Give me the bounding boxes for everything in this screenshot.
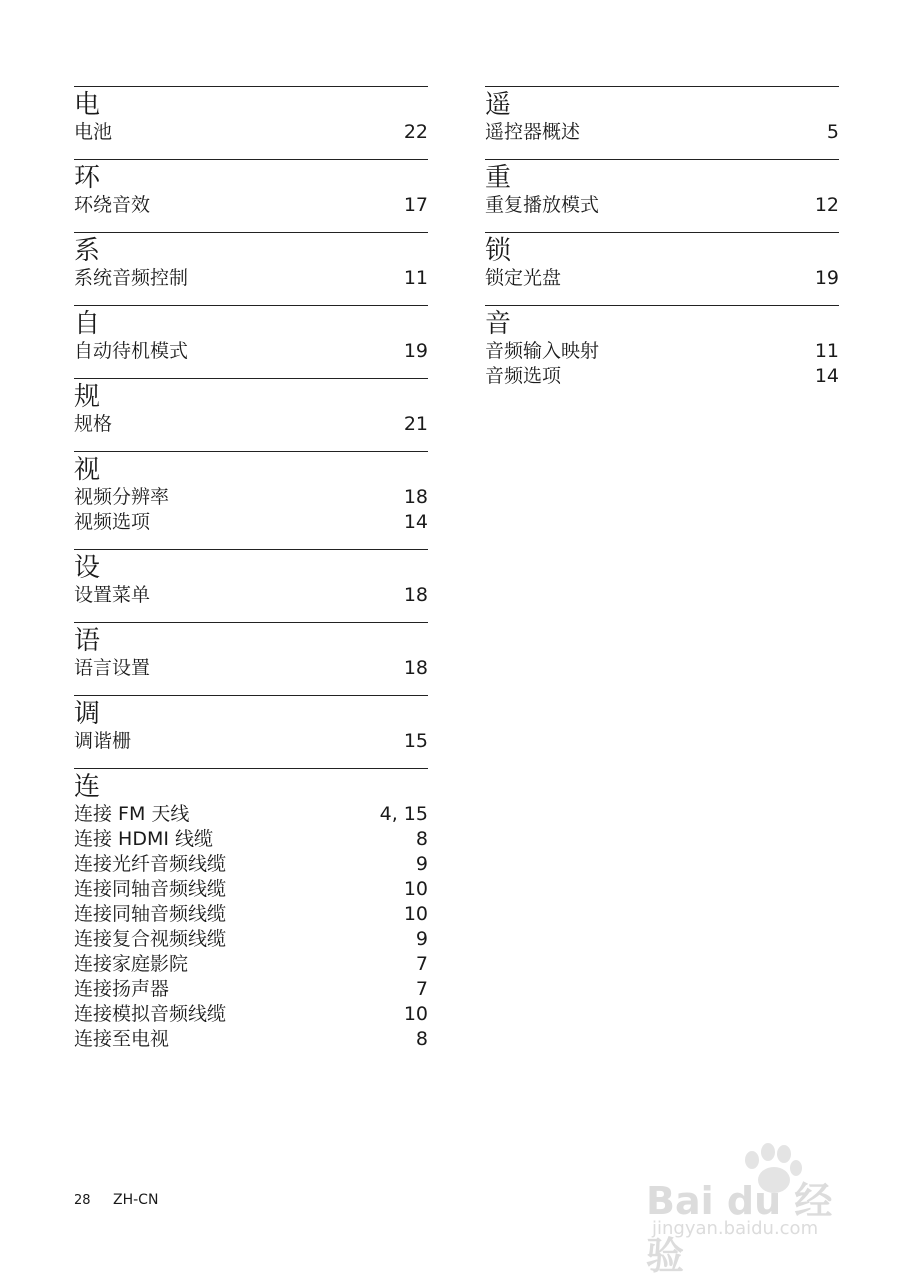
entry-page: 22 — [403, 121, 428, 143]
baidu-jingyan-watermark — [646, 1140, 856, 1278]
entry-page: 12 — [814, 194, 839, 216]
entry-label: 锁定光盘 — [485, 267, 562, 289]
section-heading: 设 — [74, 553, 101, 583]
index-entry — [74, 510, 428, 535]
index-section — [485, 159, 839, 218]
index-entry — [74, 1002, 428, 1027]
entry-page: 7 — [415, 953, 428, 975]
entry-label: 重复播放模式 — [485, 194, 600, 216]
entry-page: 9 — [415, 853, 428, 875]
section-heading: 连 — [74, 772, 101, 802]
index-entry — [74, 656, 428, 681]
section-heading: 系 — [74, 236, 101, 266]
index-section — [74, 695, 428, 754]
index-entry — [74, 852, 428, 877]
entry-label: 电池 — [74, 121, 113, 143]
entry-page: 18 — [403, 657, 428, 679]
entry-page: 4, 15 — [379, 803, 428, 825]
index-entry — [74, 583, 428, 608]
entry-page: 17 — [403, 194, 428, 216]
index-entry — [74, 977, 428, 1002]
section-heading: 规 — [74, 382, 101, 412]
entry-page: 19 — [403, 340, 428, 362]
entry-label: 规格 — [74, 413, 113, 435]
section-heading: 调 — [74, 699, 101, 729]
index-entry — [485, 339, 839, 364]
index-entry — [74, 120, 428, 145]
page-number: 28 — [74, 1193, 91, 1208]
entry-page: 8 — [415, 828, 428, 850]
section-heading: 遥 — [485, 90, 512, 120]
index-entry — [74, 729, 428, 754]
entry-page: 8 — [415, 1028, 428, 1050]
entry-page: 14 — [403, 511, 428, 533]
section-heading: 环 — [74, 163, 101, 193]
watermark-url: jingyan.baidu.com — [652, 1218, 819, 1239]
index-entry — [485, 193, 839, 218]
entry-page: 7 — [415, 978, 428, 1000]
entry-page: 11 — [814, 340, 839, 362]
index-section — [74, 159, 428, 218]
entry-page: 18 — [403, 486, 428, 508]
index-column-left — [74, 86, 428, 1066]
entry-page: 19 — [814, 267, 839, 289]
index-section — [485, 305, 839, 389]
entry-label: 自动待机模式 — [74, 340, 189, 362]
entry-page: 10 — [403, 903, 428, 925]
entry-label: 调谐栅 — [74, 730, 132, 752]
entry-label: 连接同轴音频线缆 — [74, 903, 227, 925]
entry-label: 连接光纤音频线缆 — [74, 853, 227, 875]
entry-label: 连接扬声器 — [74, 978, 170, 1000]
index-section — [74, 86, 428, 145]
entry-page: 21 — [403, 413, 428, 435]
entry-label: 音频选项 — [485, 365, 562, 387]
entry-page: 14 — [814, 365, 839, 387]
language-code: ZH-CN — [113, 1192, 159, 1208]
entry-label: 设置菜单 — [74, 584, 151, 606]
index-entry — [74, 412, 428, 437]
index-section — [485, 232, 839, 291]
index-entry — [74, 802, 428, 827]
watermark-brand: Bai du 经验 — [646, 1179, 833, 1278]
section-heading: 音 — [485, 309, 512, 339]
index-entry — [74, 877, 428, 902]
entry-label: 连接家庭影院 — [74, 953, 189, 975]
entry-page: 15 — [403, 730, 428, 752]
index-section — [74, 451, 428, 535]
section-heading: 电 — [74, 90, 101, 120]
index-entry — [485, 364, 839, 389]
index-entry — [74, 952, 428, 977]
section-heading: 视 — [74, 455, 101, 485]
index-section — [74, 232, 428, 291]
entry-label: 连接模拟音频线缆 — [74, 1003, 227, 1025]
index-entry — [74, 827, 428, 852]
index-section — [74, 768, 428, 1052]
entry-page: 11 — [403, 267, 428, 289]
entry-label: 系统音频控制 — [74, 267, 189, 289]
index-entry — [74, 485, 428, 510]
index-entry — [485, 266, 839, 291]
entry-page: 10 — [403, 1003, 428, 1025]
index-section — [74, 549, 428, 608]
index-entry — [74, 193, 428, 218]
entry-label: 连接 HDMI 线缆 — [74, 828, 213, 850]
index-entry — [485, 120, 839, 145]
section-heading: 重 — [485, 163, 512, 193]
page-footer — [74, 1192, 158, 1208]
entry-label: 连接 FM 天线 — [74, 803, 190, 825]
entry-label: 连接至电视 — [74, 1028, 170, 1050]
index-section — [74, 378, 428, 437]
index-entry — [74, 339, 428, 364]
entry-label: 音频输入映射 — [485, 340, 600, 362]
entry-label: 环绕音效 — [74, 194, 151, 216]
entry-page: 10 — [403, 878, 428, 900]
section-heading: 语 — [74, 626, 101, 656]
entry-label: 连接复合视频线缆 — [74, 928, 227, 950]
section-heading: 自 — [74, 309, 101, 339]
index-section — [74, 622, 428, 681]
entry-label: 视频选项 — [74, 511, 151, 533]
entry-page: 5 — [826, 121, 839, 143]
index-entry — [74, 266, 428, 291]
entry-label: 语言设置 — [74, 657, 151, 679]
entry-page: 9 — [415, 928, 428, 950]
index-section — [74, 305, 428, 364]
index-entry — [74, 1027, 428, 1052]
section-heading: 锁 — [485, 236, 512, 266]
index-section — [485, 86, 839, 145]
index-entry — [74, 927, 428, 952]
entry-label: 连接同轴音频线缆 — [74, 878, 227, 900]
index-column-right — [485, 86, 839, 403]
entry-label: 遥控器概述 — [485, 121, 581, 143]
entry-page: 18 — [403, 584, 428, 606]
index-entry — [74, 902, 428, 927]
entry-label: 视频分辨率 — [74, 486, 170, 508]
